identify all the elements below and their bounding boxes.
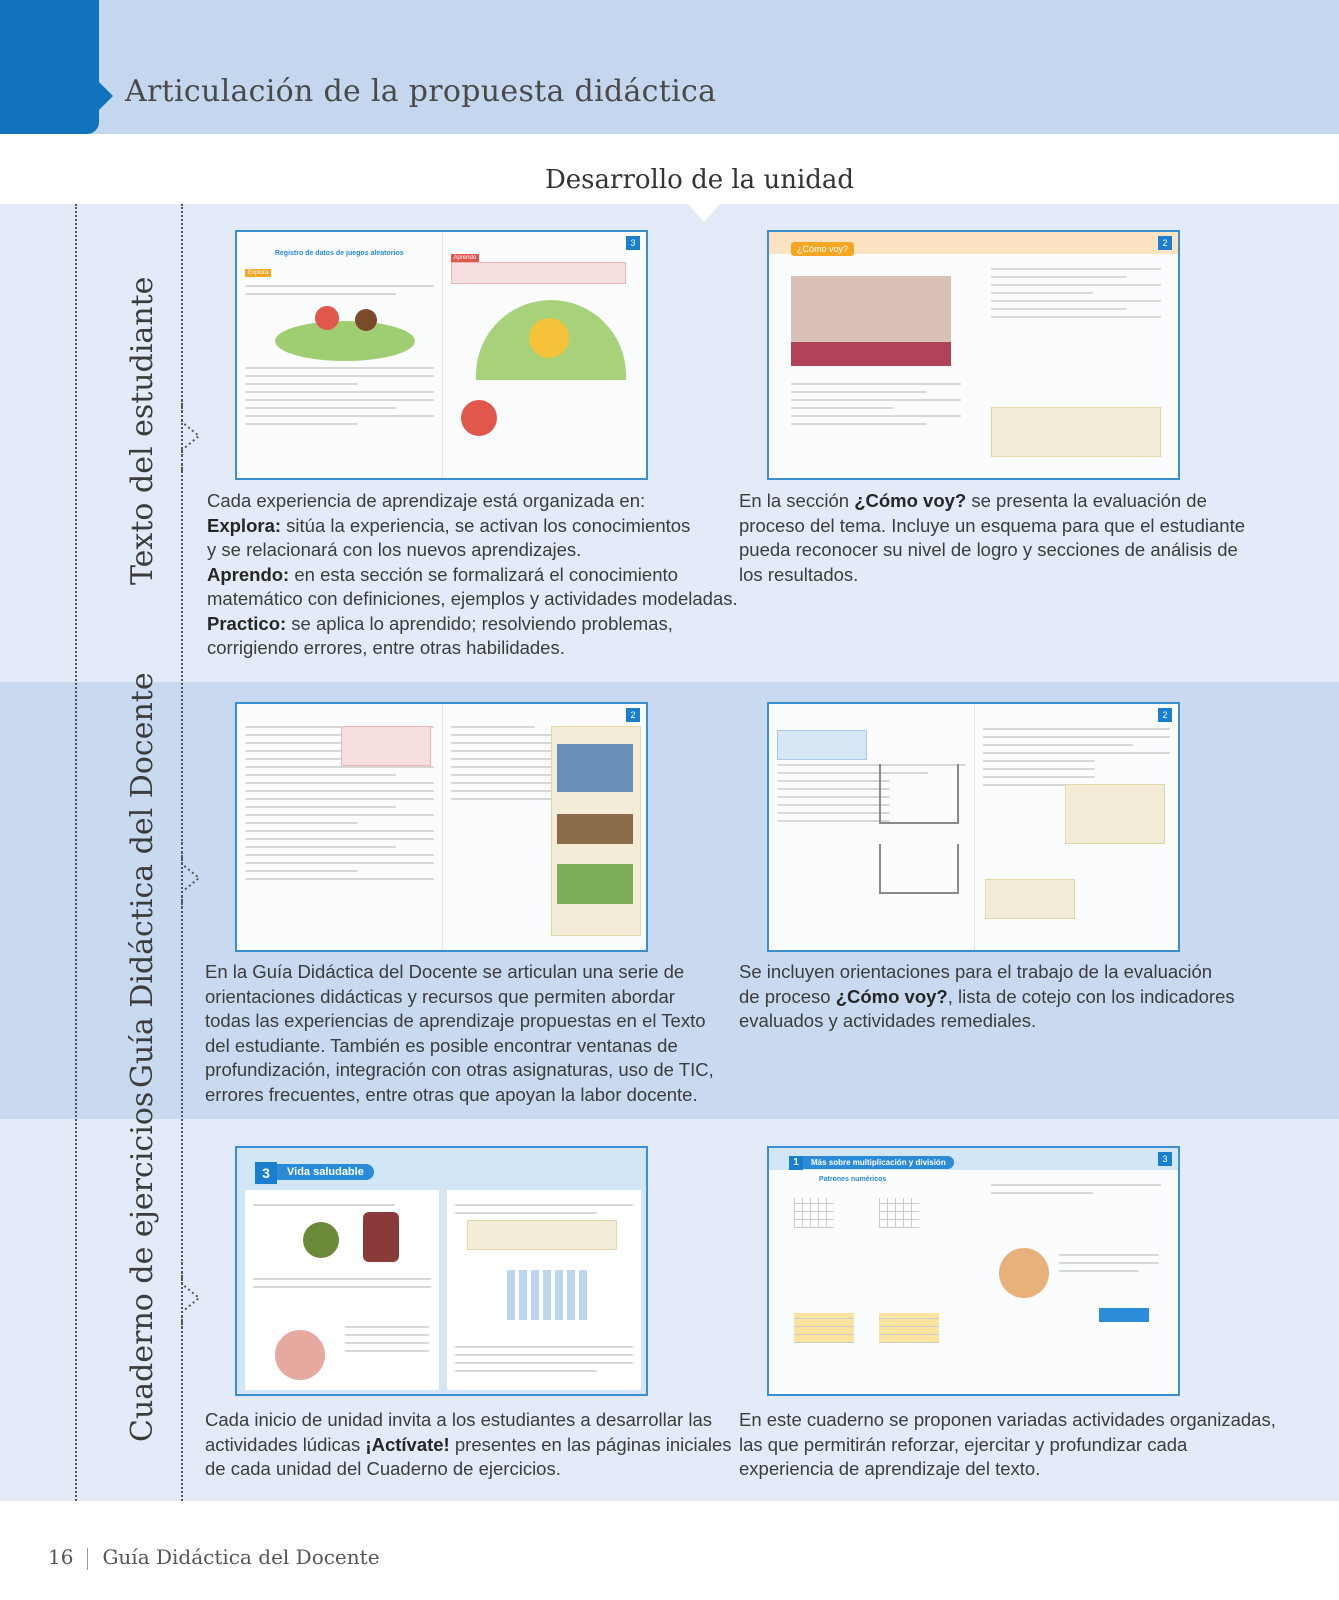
chevron-right-icon — [181, 400, 203, 472]
row-label-cuaderno: Cuaderno de ejercicios — [125, 1091, 160, 1442]
footer-page-number: 16 — [48, 1545, 74, 1569]
thumb-unit-number: 3 — [255, 1162, 277, 1184]
desc-guia-docente-left: En la Guía Didáctica del Docente se articulan una serie de orientaciones didácticas y recursos que permiten abordar todas las experiencias de aprendizaje propuestas en el Texto del estudiante. También es posible encontrar ventanas de profundización, integración con otras asignaturas, uso de TIC, errores frecuentes, entre otras que apoyan la labor docente. — [205, 961, 714, 1105]
thumb-title: Más sobre multiplicación y división — [803, 1156, 954, 1169]
thumb-unit-number: 1 — [789, 1156, 803, 1170]
thumb-page-number: 3 — [1158, 1152, 1172, 1166]
footer-title: Guía Didáctica del Docente — [102, 1545, 380, 1569]
divider-dotted-left — [75, 204, 77, 1501]
section-heading: Desarrollo de la unidad — [544, 165, 855, 195]
thumbnail-exploro-aprendo — [235, 230, 648, 480]
desc-guia-docente-right: Se incluyen orientaciones para el trabajo de la evaluación de proceso ¿Cómo voy?, lista de cotejo con los indicadores evaluados y actividades remediales. — [739, 961, 1235, 1031]
row-label-texto-estudiante: Texto del estudiante — [125, 276, 160, 585]
desc-cuaderno-left: Cada inicio de unidad invita a los estudiantes a desarrollar las actividades lúdicas ¡Actívate! presentes en las páginas iniciales de cada unidad del Cuaderno de ejercicios. — [205, 1409, 732, 1479]
chevron-right-icon — [181, 1262, 203, 1334]
thumbnail-como-voy — [767, 230, 1180, 480]
chevron-right-icon — [181, 842, 203, 914]
header-tab — [0, 0, 99, 134]
header-notch — [99, 82, 113, 110]
thumb-tag: Aprendo — [451, 254, 480, 262]
thumb-subtitle: Patrones numéricos — [819, 1176, 887, 1183]
page-title: Articulación de la propuesta didáctica — [125, 74, 717, 109]
thumb-title: ¿Cómo voy? — [791, 242, 854, 256]
footer — [48, 1545, 380, 1570]
thumbnail-guia-docente-2 — [767, 702, 1180, 952]
heading-notch — [688, 204, 720, 222]
header-band — [0, 0, 1339, 134]
thumbnail-guia-docente-1 — [235, 702, 648, 952]
thumb-page-number: 2 — [1158, 236, 1172, 250]
thumbnail-multiplicacion-division — [767, 1146, 1180, 1396]
desc-texto-estudiante-left: Cada experiencia de aprendizaje está organizada en: Explora: sitúa la experiencia, se activan los conocimientos y se relacionará con los nuevos aprendizajes. Aprendo: en esta sección se formalizará el conocimiento matemático con definiciones, ejemplos y actividades modeladas. Practico: se aplica lo aprendido; resolviendo problemas, corrigiendo errores, entre otras habilidades. — [207, 490, 738, 658]
thumb-tag: Explora — [245, 269, 271, 277]
row-label-guia-docente: Guía Didáctica del Docente — [125, 672, 160, 1088]
thumb-page-number: 3 — [626, 236, 640, 250]
thumbnail-vida-saludable — [235, 1146, 648, 1396]
desc-cuaderno-right: En este cuaderno se proponen variadas actividades organizadas, las que permitirán reforzar, ejercitar y profundizar cada experiencia de aprendizaje del texto. — [739, 1409, 1276, 1479]
desc-texto-estudiante-right: En la sección ¿Cómo voy? se presenta la evaluación de proceso del tema. Incluye un esquema para que el estudiante pueda reconocer su nivel de logro y secciones de análisis de los resultados. — [739, 490, 1245, 585]
thumb-page-number: 2 — [626, 708, 640, 722]
thumb-title: Registro de datos de juegos aleatorios — [274, 250, 404, 257]
thumb-title: Vida saludable — [277, 1164, 374, 1180]
thumb-page-number: 2 — [1158, 708, 1172, 722]
